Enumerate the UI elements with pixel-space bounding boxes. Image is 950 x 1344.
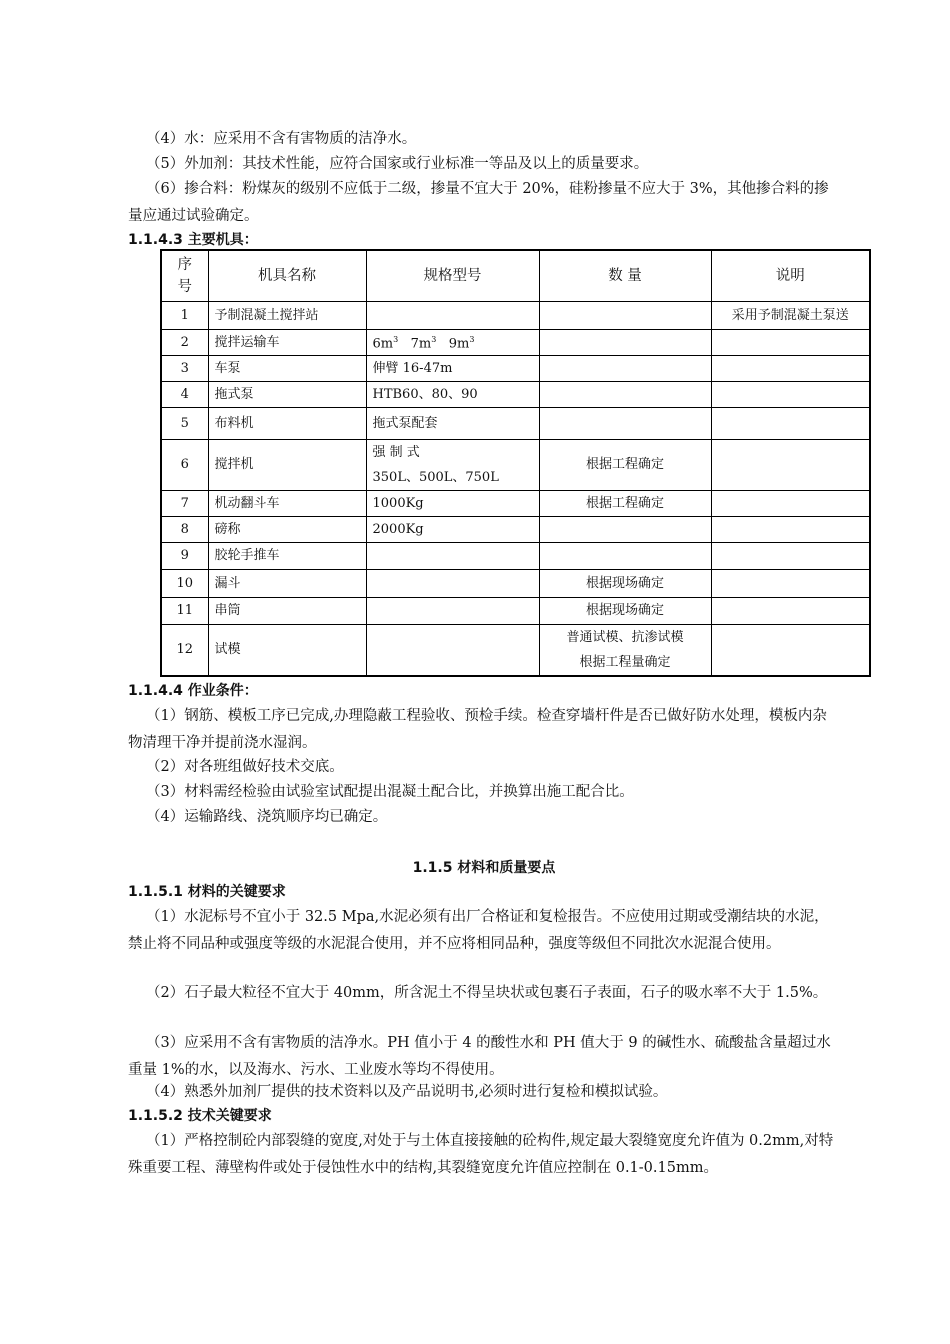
cell-qty xyxy=(539,302,711,330)
cell-qty xyxy=(539,408,711,440)
cell-qty xyxy=(539,330,711,356)
cell-name: 予制混凝土搅拌站 xyxy=(208,302,366,330)
cell-qty: 根据工程确定 xyxy=(539,440,711,491)
cell-qty: 根据现场确定 xyxy=(539,598,711,625)
cell-spec xyxy=(366,330,539,356)
table-row xyxy=(161,570,870,598)
cell-no: 3 xyxy=(161,356,208,382)
cell-no: 6 xyxy=(161,440,208,491)
cell-note: 采用予制混凝土泵送 xyxy=(711,302,870,330)
cell-note xyxy=(711,382,870,408)
header-qty: 数 量 xyxy=(539,250,711,302)
material-requirements-heading: 1.1.5.1 材料的关键要求 xyxy=(128,884,286,900)
table-row xyxy=(161,517,870,543)
cell-note xyxy=(711,598,870,625)
material-mineral-admixture: （6）掺合料：粉煤灰的级别不应低于二级，掺量不宜大于 20%，硅粉掺量不应大于 3%，其他掺合料的掺量应通过试验确定。 xyxy=(128,181,829,224)
header-spec: 规格型号 xyxy=(366,250,539,302)
cell-no: 9 xyxy=(161,543,208,570)
cell-spec: HTB60、80、90 xyxy=(366,382,539,408)
unit-superscript: 3 xyxy=(431,335,437,345)
cell-spec: 伸臂 16-47m xyxy=(366,356,539,382)
cell-no: 8 xyxy=(161,517,208,543)
table-row xyxy=(161,356,870,382)
cell-note xyxy=(711,356,870,382)
spec-volume-a: 6m xyxy=(372,336,394,352)
cell-note xyxy=(711,408,870,440)
cell-qty xyxy=(539,382,711,408)
material-requirement-1: （1）水泥标号不宜小于 32.5 Mpa,水泥必须有出厂合格证和复检报告。不应使用过期或受潮结块的水泥，禁止将不同品种或强度等级的水泥混合使用，并不应将相同品种，强度等级但不同批次水泥混合使用。 xyxy=(128,909,829,952)
cell-spec xyxy=(366,598,539,625)
cell-no: 10 xyxy=(161,570,208,598)
condition-2: （2）对各班组做好技术交底。 xyxy=(146,759,344,775)
material-admixture: （5）外加剂：其技术性能，应符合国家或行业标准一等品及以上的质量要求。 xyxy=(146,156,649,172)
table-row xyxy=(161,543,870,570)
spec-capacity: 350L、500L、750L xyxy=(372,470,499,485)
cell-qty xyxy=(539,517,711,543)
header-no: 序号 xyxy=(161,250,208,302)
material-requirement-4: （4）熟悉外加剂厂提供的技术资料以及产品说明书,必须时进行复检和模拟试验。 xyxy=(146,1084,668,1100)
cell-note xyxy=(711,543,870,570)
table-row xyxy=(161,408,870,440)
qty-line-1: 普通试模、抗渗试模 xyxy=(566,630,684,645)
table-row xyxy=(161,625,870,677)
cell-note xyxy=(711,330,870,356)
cell-no: 4 xyxy=(161,382,208,408)
cell-name: 试模 xyxy=(208,625,366,677)
cell-spec: 拖式泵配套 xyxy=(366,408,539,440)
cell-name: 搅拌机 xyxy=(208,440,366,491)
cell-name: 车泵 xyxy=(208,356,366,382)
cell-spec xyxy=(366,440,539,491)
material-requirement-2: （2）石子最大粒径不宜大于 40mm，所含泥土不得呈块状或包裹石子表面，石子的吸水率不大于 1.5%。 xyxy=(146,985,828,1001)
condition-4: （4）运输路线、浇筑顺序均已确定。 xyxy=(146,809,388,825)
material-water: （4）水：应采用不含有害物质的洁净水。 xyxy=(146,131,417,147)
tools-table xyxy=(160,249,871,677)
section-title: 1.1.5 材料和质量要点 xyxy=(412,860,556,876)
cell-name: 串筒 xyxy=(208,598,366,625)
cell-note xyxy=(711,570,870,598)
cell-name: 布料机 xyxy=(208,408,366,440)
cell-qty xyxy=(539,543,711,570)
cell-name: 胶轮手推车 xyxy=(208,543,366,570)
cell-note xyxy=(711,491,870,517)
cell-name: 漏斗 xyxy=(208,570,366,598)
tools-heading: 1.1.4.3 主要机具： xyxy=(128,232,258,248)
spec-volume-c: 9m xyxy=(448,336,470,352)
cell-no: 11 xyxy=(161,598,208,625)
cell-name: 机动翻斗车 xyxy=(208,491,366,517)
header-name: 机具名称 xyxy=(208,250,366,302)
table-row xyxy=(161,598,870,625)
cell-note xyxy=(711,517,870,543)
cell-qty xyxy=(539,625,711,677)
technical-requirement-1: （1）严格控制砼内部裂缝的宽度,对处于与土体直接接触的砼构件,规定最大裂缝宽度允许值为 0.2mm,对特殊重要工程、薄壁构件或处于侵蚀性水中的结构,其裂缝宽度允许值应控制在 0.1-0.15mm。 xyxy=(128,1133,834,1176)
cell-spec xyxy=(366,570,539,598)
cell-note xyxy=(711,440,870,491)
unit-superscript: 3 xyxy=(469,335,475,345)
spec-volume-b: 7m xyxy=(410,336,432,352)
spec-type: 强 制 式 xyxy=(372,445,420,460)
cell-qty: 根据工程确定 xyxy=(539,491,711,517)
table-row xyxy=(161,491,870,517)
cell-spec xyxy=(366,625,539,677)
cell-no: 7 xyxy=(161,491,208,517)
table-row xyxy=(161,330,870,356)
cell-no: 1 xyxy=(161,302,208,330)
technical-requirements-heading: 1.1.5.2 技术关键要求 xyxy=(128,1108,272,1124)
cell-no: 5 xyxy=(161,408,208,440)
cell-note xyxy=(711,625,870,677)
table-row xyxy=(161,302,870,330)
cell-name: 搅拌运输车 xyxy=(208,330,366,356)
cell-no: 2 xyxy=(161,330,208,356)
cell-qty xyxy=(539,356,711,382)
material-requirement-3: （3）应采用不含有害物质的洁净水。PH 值小于 4 的酸性水和 PH 值大于 9 的碱性水、硫酸盐含量超过水重量 1%的水，以及海水、污水、工业废水等均不得使用。 xyxy=(128,1035,831,1078)
cell-spec xyxy=(366,543,539,570)
header-note: 说明 xyxy=(711,250,870,302)
conditions-heading: 1.1.4.4 作业条件： xyxy=(128,683,258,699)
cell-name: 拖式泵 xyxy=(208,382,366,408)
cell-spec: 2000Kg xyxy=(366,517,539,543)
condition-3: （3）材料需经检验由试验室试配提出混凝土配合比，并换算出施工配合比。 xyxy=(146,784,634,800)
table-row xyxy=(161,440,870,491)
cell-spec xyxy=(366,302,539,330)
qty-line-2: 根据工程量确定 xyxy=(579,655,671,670)
unit-superscript: 3 xyxy=(393,335,399,345)
cell-qty: 根据现场确定 xyxy=(539,570,711,598)
table-header-row xyxy=(161,250,870,302)
condition-1: （1）钢筋、模板工序已完成,办理隐蔽工程验收、预检手续。检查穿墙杆件是否已做好防水处理，模板内杂物清理干净并提前浇水湿润。 xyxy=(128,708,827,751)
cell-name: 磅称 xyxy=(208,517,366,543)
cell-spec: 1000Kg xyxy=(366,491,539,517)
cell-no: 12 xyxy=(161,625,208,677)
table-row xyxy=(161,382,870,408)
